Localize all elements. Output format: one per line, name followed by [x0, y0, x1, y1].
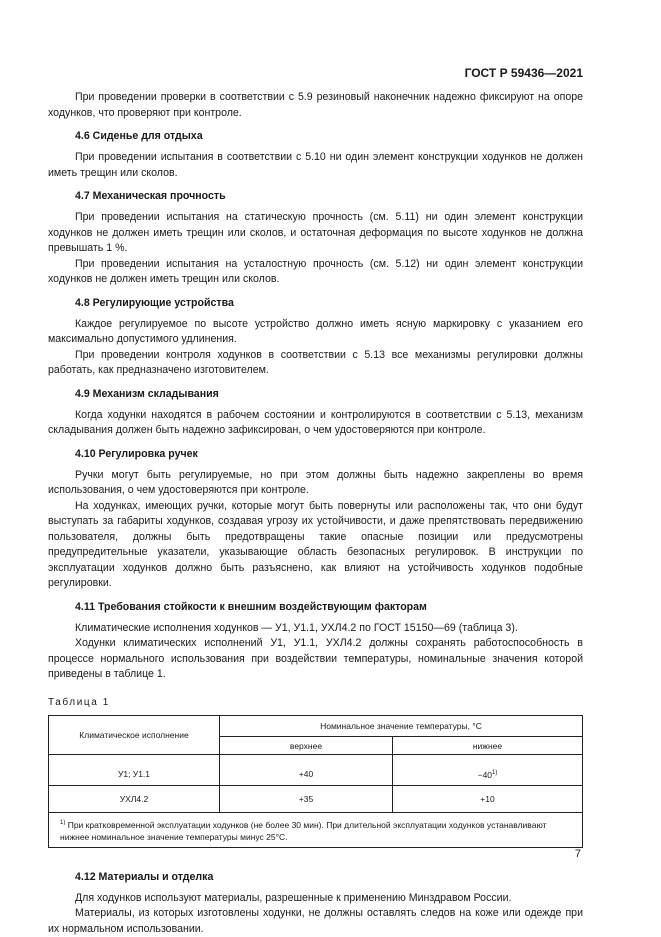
- section-4-6-paragraph-1: При проведении испытания в соответствии с 5.10 ни один элемент конструкции ходунков не должен иметь трещин или сколов.: [48, 151, 583, 179]
- section-4-11-paragraph-2: Ходунки климатических исполнений У1, У1.1, УХЛ4.2 должны сохранять работоспособность в процессе нормального использования при воздействии температуры, номинальные значения которой приведены в таблице 1.: [48, 637, 583, 680]
- table-spacer-cell: [49, 755, 220, 764]
- climate-cell: У1; У1.1: [49, 763, 220, 786]
- section-4-8-paragraph-1: Каждое регулируемое по высоте устройство должно иметь ясную маркировку с указанием его максимально допустимого удлинения.: [48, 317, 583, 345]
- table-spacer-cell: [393, 755, 583, 764]
- section-4-7-paragraph-2: При проведении испытания на усталостную прочность (см. 5.12) ни один элемент конструкции ходунков не должен иметь трещин или сколов.: [48, 257, 583, 285]
- section-4-12-paragraph-2: Материалы, из которых изготовлены ходунки, не должны оставлять следов на коже или одежде при их нормальном использовании.: [48, 907, 583, 935]
- section-4-10-paragraph-2: На ходунках, имеющих ручки, которые могут быть повернуты или расположены так, что они будут выступать за габариты ходунков, создавая угрозу их устойчивости, и даже препятствовать передвижению пользователя, должны быть предотвращены такие опасные позиции или предусмотрены предупредительные указатели, указывающие область безопасных регулировок. В инструкции по эксплуатации ходунков должно быть разъяснено, как влияют на устойчивость ходунков подобные регулировки.: [48, 499, 583, 589]
- climate-cell: УХЛ4.2: [49, 786, 220, 813]
- section-4-7-paragraph-1: При проведении испытания на статическую прочность (см. 5.11) ни один элемент конструкции ходунков не должен иметь трещин или сколов, и остаточная деформация по высоте ходунков не должна превышать 1 %.: [48, 211, 583, 254]
- upper-temperature-cell: +40: [220, 763, 393, 786]
- table-caption: Таблица 1: [48, 696, 110, 708]
- lower-temperature-cell: [393, 763, 583, 786]
- table-row: [49, 786, 583, 813]
- section-4-9-title: 4.9 Механизм складывания: [75, 387, 219, 400]
- page-number: 7: [574, 848, 581, 860]
- section-4-6-title: 4.6 Сиденье для отдыха: [75, 130, 203, 142]
- lower-temperature-cell: +10: [393, 786, 583, 813]
- column-header-temperature: Номинальное значение температуры, °С: [220, 716, 583, 737]
- footnote-text: При кратковременной эксплуатации ходунков (не более 30 мин). При длительной эксплуатации ходунков устанавливают нижнее номинальное значение температуры минус 25°С.: [60, 819, 547, 842]
- section-4-11-paragraph-1: Климатические исполнения ходунков — У1, У1.1, УХЛ4.2 по ГОСТ 15150—69 (таблица 3).: [75, 621, 518, 634]
- section-4-11-title: 4.11 Требования стойкости к внешним воздействующим факторам: [75, 600, 427, 613]
- column-header-lower: нижнее: [393, 737, 583, 755]
- section-4-9-paragraph-1: Когда ходунки находятся в рабочем состоянии и контролируются в соответствии с 5.13, механизм складывания должен быть надежно зафиксирован, о чем удостоверяются при контроле.: [48, 408, 583, 436]
- section-4-12-paragraph-1: Для ходунков используют материалы, разрешенные к применению Минздравом России.: [75, 891, 512, 904]
- page-content: [48, 90, 583, 937]
- table-spacer-cell: [220, 755, 393, 764]
- footnote-reference: 1): [492, 770, 498, 777]
- section-4-8-title: 4.8 Регулирующие устройства: [75, 296, 234, 309]
- column-header-upper: верхнее: [220, 737, 393, 755]
- table-footnote: [49, 813, 583, 848]
- intro-paragraph: При проведении проверки в соответствии с 5.9 резиновый наконечник надежно фиксируют на опоре ходунков, что проверяют при контроле.: [48, 91, 583, 119]
- column-header-climate: Климатическое исполнение: [49, 716, 220, 755]
- section-4-10-paragraph-1: Ручки могут быть регулируемые, но при этом должны быть надежно закреплены во время использования, о чем удостоверяются при контроле.: [48, 468, 583, 496]
- lower-temperature-value: −40: [477, 769, 493, 780]
- section-4-10-title: 4.10 Регулировка ручек: [75, 447, 198, 460]
- section-4-8-paragraph-2: При проведении контроля ходунков в соответствии с 5.13 все механизмы регулировки должны работать, как предназначено изготовителем.: [48, 348, 583, 376]
- temperature-table: [48, 715, 583, 848]
- section-4-7-title: 4.7 Механическая прочность: [75, 190, 226, 202]
- table-row: [49, 763, 583, 786]
- section-4-12-title: 4.12 Материалы и отделка: [75, 870, 214, 883]
- footnote-mark: 1): [60, 820, 66, 826]
- document-header: ГОСТ Р 59436—2021: [464, 66, 583, 80]
- upper-temperature-cell: +35: [220, 786, 393, 813]
